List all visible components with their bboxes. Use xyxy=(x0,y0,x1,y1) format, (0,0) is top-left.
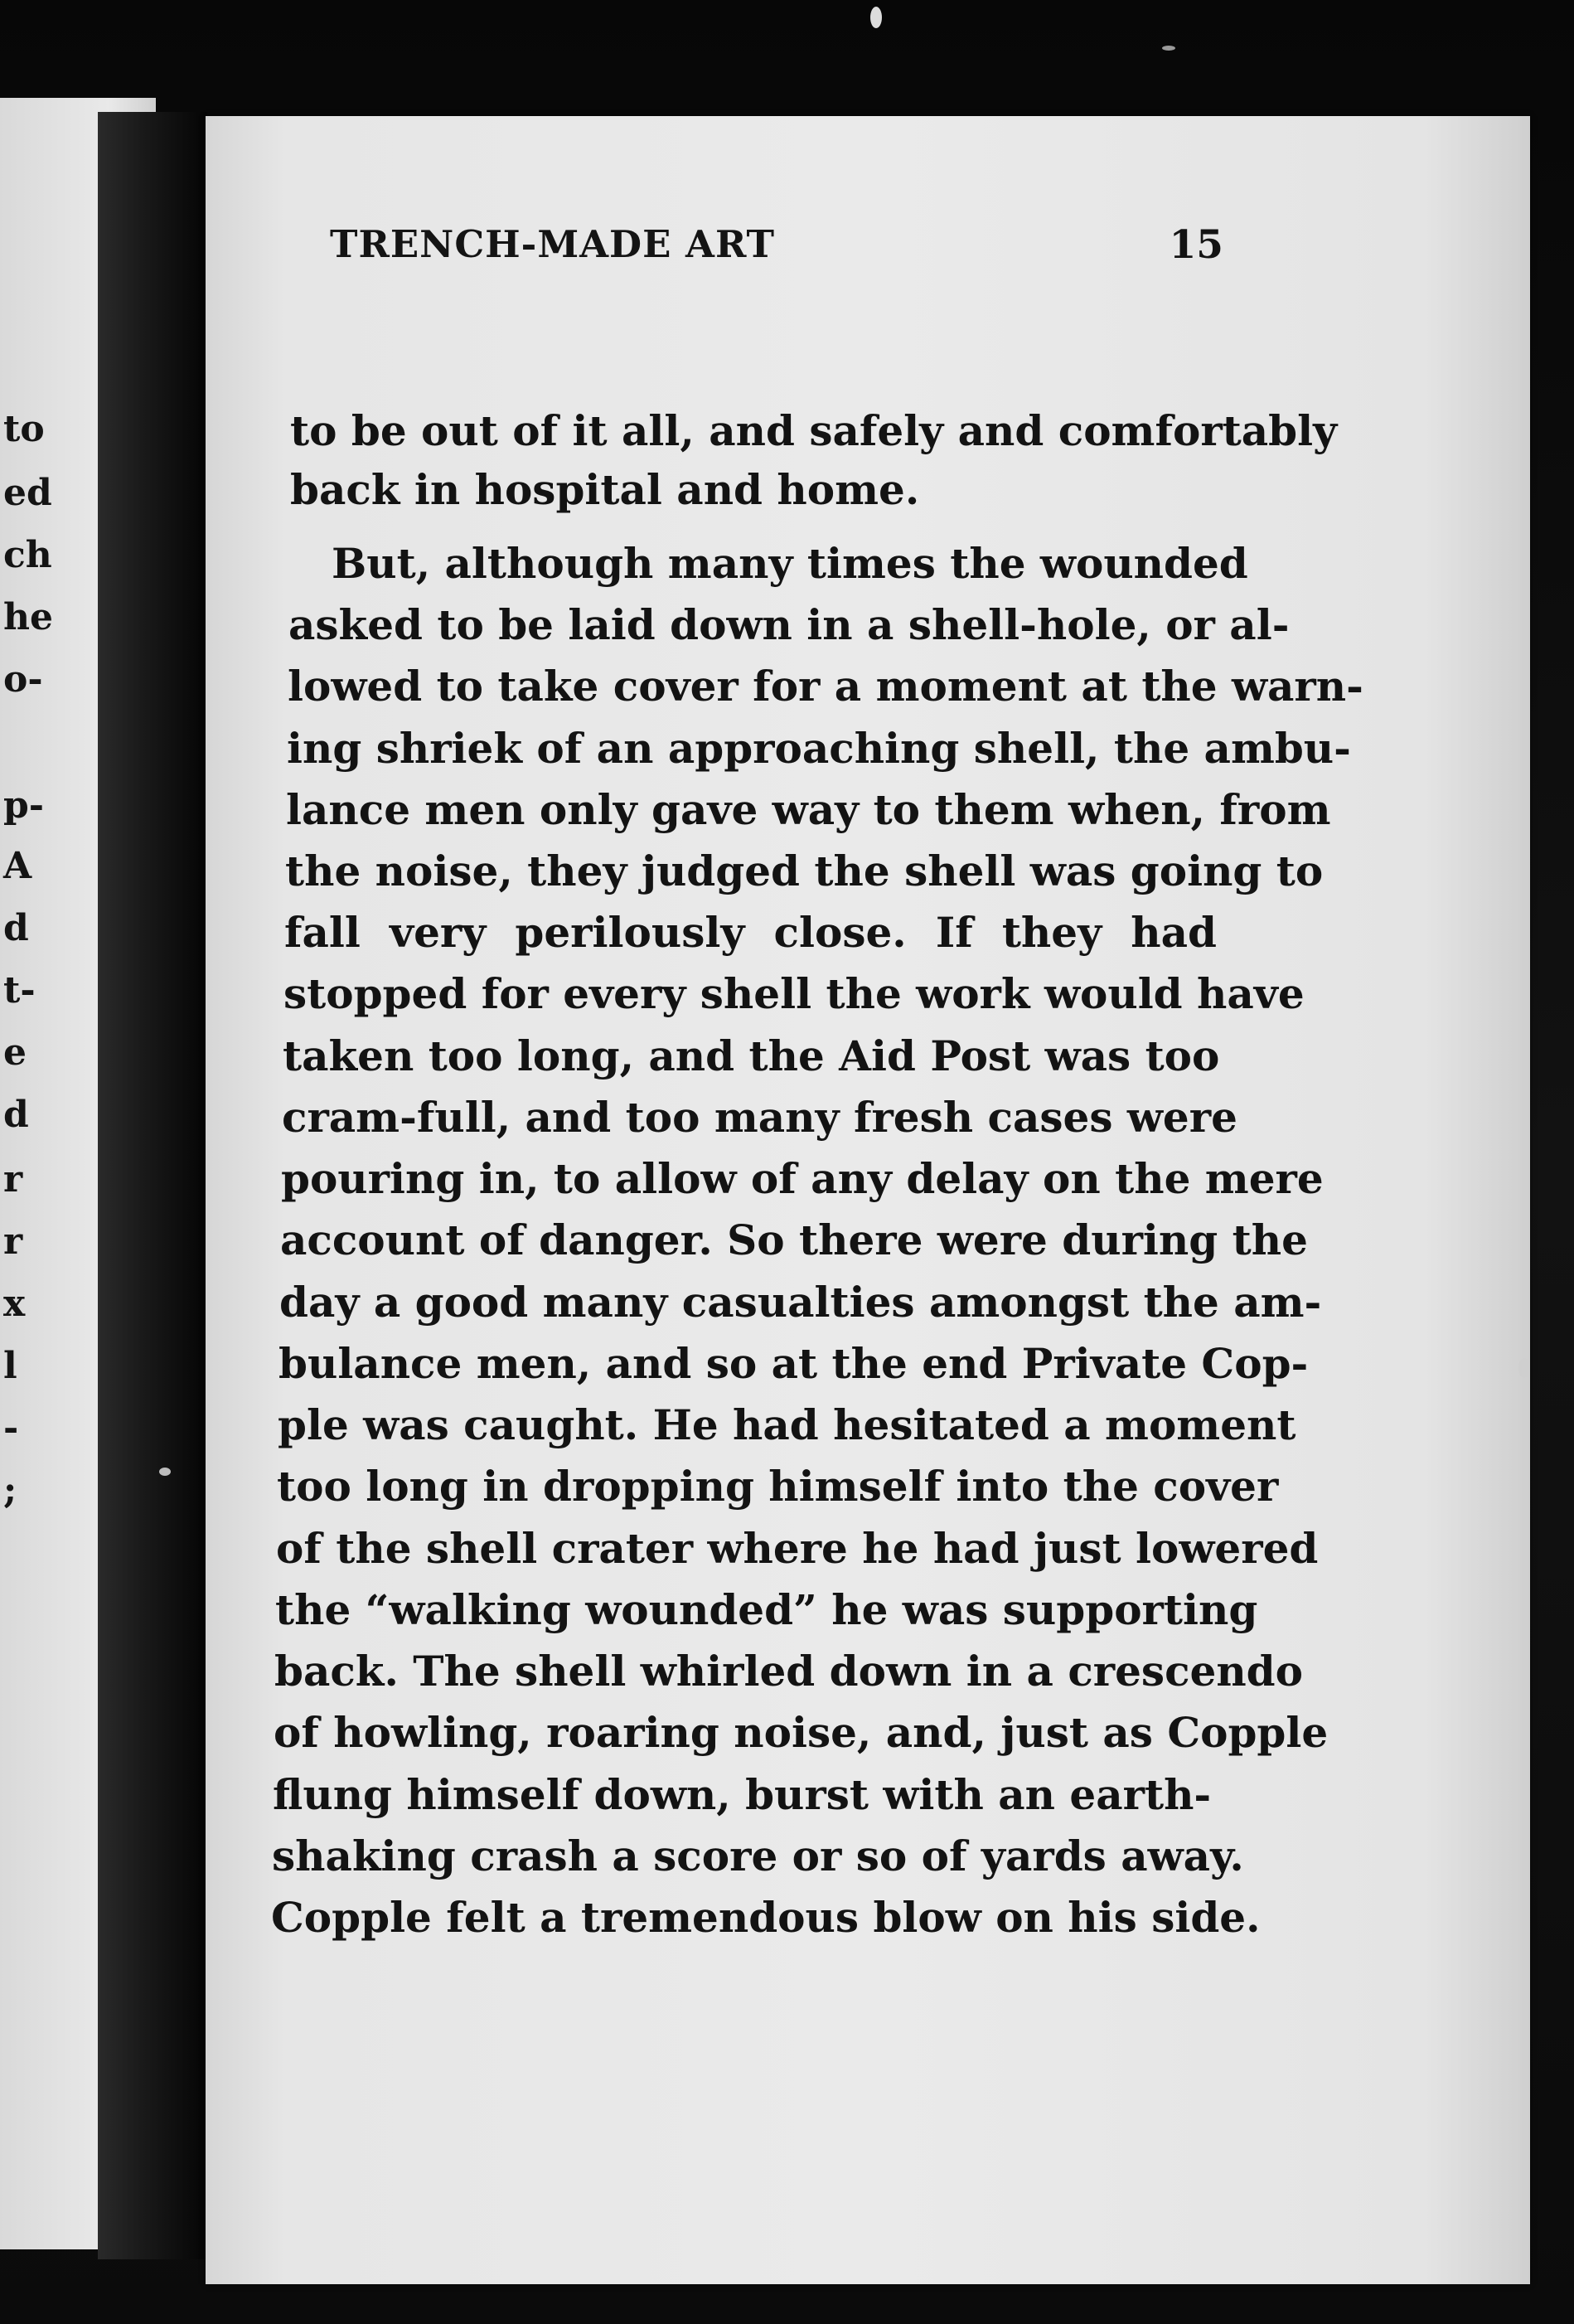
text-line: lowed to take cover for a moment at the warn- xyxy=(288,662,1363,711)
prev-page-fragment: A xyxy=(3,845,32,887)
prev-page-fragment: d xyxy=(3,1094,29,1136)
text-line: flung himself down, burst with an earth- xyxy=(273,1770,1212,1819)
text-line: asked to be laid down in a shell-hole, or al- xyxy=(288,600,1290,649)
prev-page-fragment: r xyxy=(3,1220,23,1263)
prev-page-fragment: to xyxy=(3,408,45,450)
text-line: taken too long, and the Aid Post was too xyxy=(283,1031,1220,1080)
prev-page-fragment: x xyxy=(3,1283,26,1325)
prev-page-fragment: - xyxy=(3,1407,19,1449)
prev-page-fragment: ed xyxy=(3,472,52,514)
book-gutter xyxy=(98,112,207,2259)
text-line: account of danger. So there were during the xyxy=(280,1215,1308,1264)
text-line: fall very perilously close. If they had xyxy=(284,908,1217,957)
text-line: back. The shell whirled down in a crescendo xyxy=(274,1647,1303,1696)
text-line: stopped for every shell the work would have xyxy=(283,969,1305,1018)
prev-page-fragment: r xyxy=(3,1158,23,1201)
text-line: back in hospital and home. xyxy=(290,465,920,514)
text-line: But, although many times the wounded xyxy=(332,539,1248,588)
text-line: of the shell crater where he had just lowered xyxy=(276,1524,1319,1573)
book-page xyxy=(206,116,1530,2284)
prev-page-fragment: l xyxy=(3,1345,17,1387)
scan-artifact xyxy=(1518,1358,1530,1378)
prev-page-fragment: ; xyxy=(3,1469,17,1511)
text-line: too long in dropping himself into the cover xyxy=(277,1462,1279,1511)
text-line: cram-full, and too many fresh cases were xyxy=(282,1093,1237,1142)
running-head xyxy=(330,222,1223,272)
text-line: the “walking wounded” he was supporting xyxy=(275,1585,1258,1634)
text-line: ple was caught. He had hesitated a moment xyxy=(278,1400,1296,1449)
text-line: Copple felt a tremendous blow on his side. xyxy=(271,1893,1261,1942)
page-number: 15 xyxy=(1169,222,1223,268)
text-line: to be out of it all, and safely and comfortably xyxy=(290,406,1338,455)
prev-page-fragment: ch xyxy=(3,534,52,576)
prev-page-fragment: he xyxy=(3,596,53,638)
scan-artifact xyxy=(870,7,882,28)
text-line: shaking crash a score or so of yards away. xyxy=(272,1832,1244,1880)
text-line: day a good many casualties amongst the am- xyxy=(279,1278,1322,1327)
prev-page-fragment: o- xyxy=(3,658,43,701)
text-line: the noise, they judged the shell was going to xyxy=(285,847,1324,895)
prev-page-fragment: e xyxy=(3,1031,27,1074)
text-line: of howling, roaring noise, and, just as Copple xyxy=(274,1708,1329,1757)
scan-artifact xyxy=(1162,46,1175,51)
text-line: ing shriek of an approaching shell, the ambu- xyxy=(287,724,1351,773)
text-line: pouring in, to allow of any delay on the mere xyxy=(281,1154,1324,1203)
scan-artifact xyxy=(159,1468,171,1476)
prev-page-fragment: t- xyxy=(3,969,36,1012)
running-head-title: TRENCH-MADE ART xyxy=(330,222,776,266)
text-line: bulance men, and so at the end Private Cop- xyxy=(278,1339,1309,1388)
prev-page-fragment: d xyxy=(3,907,29,949)
prev-page-fragment: p- xyxy=(3,784,45,827)
text-line: lance men only gave way to them when, from xyxy=(286,785,1331,834)
